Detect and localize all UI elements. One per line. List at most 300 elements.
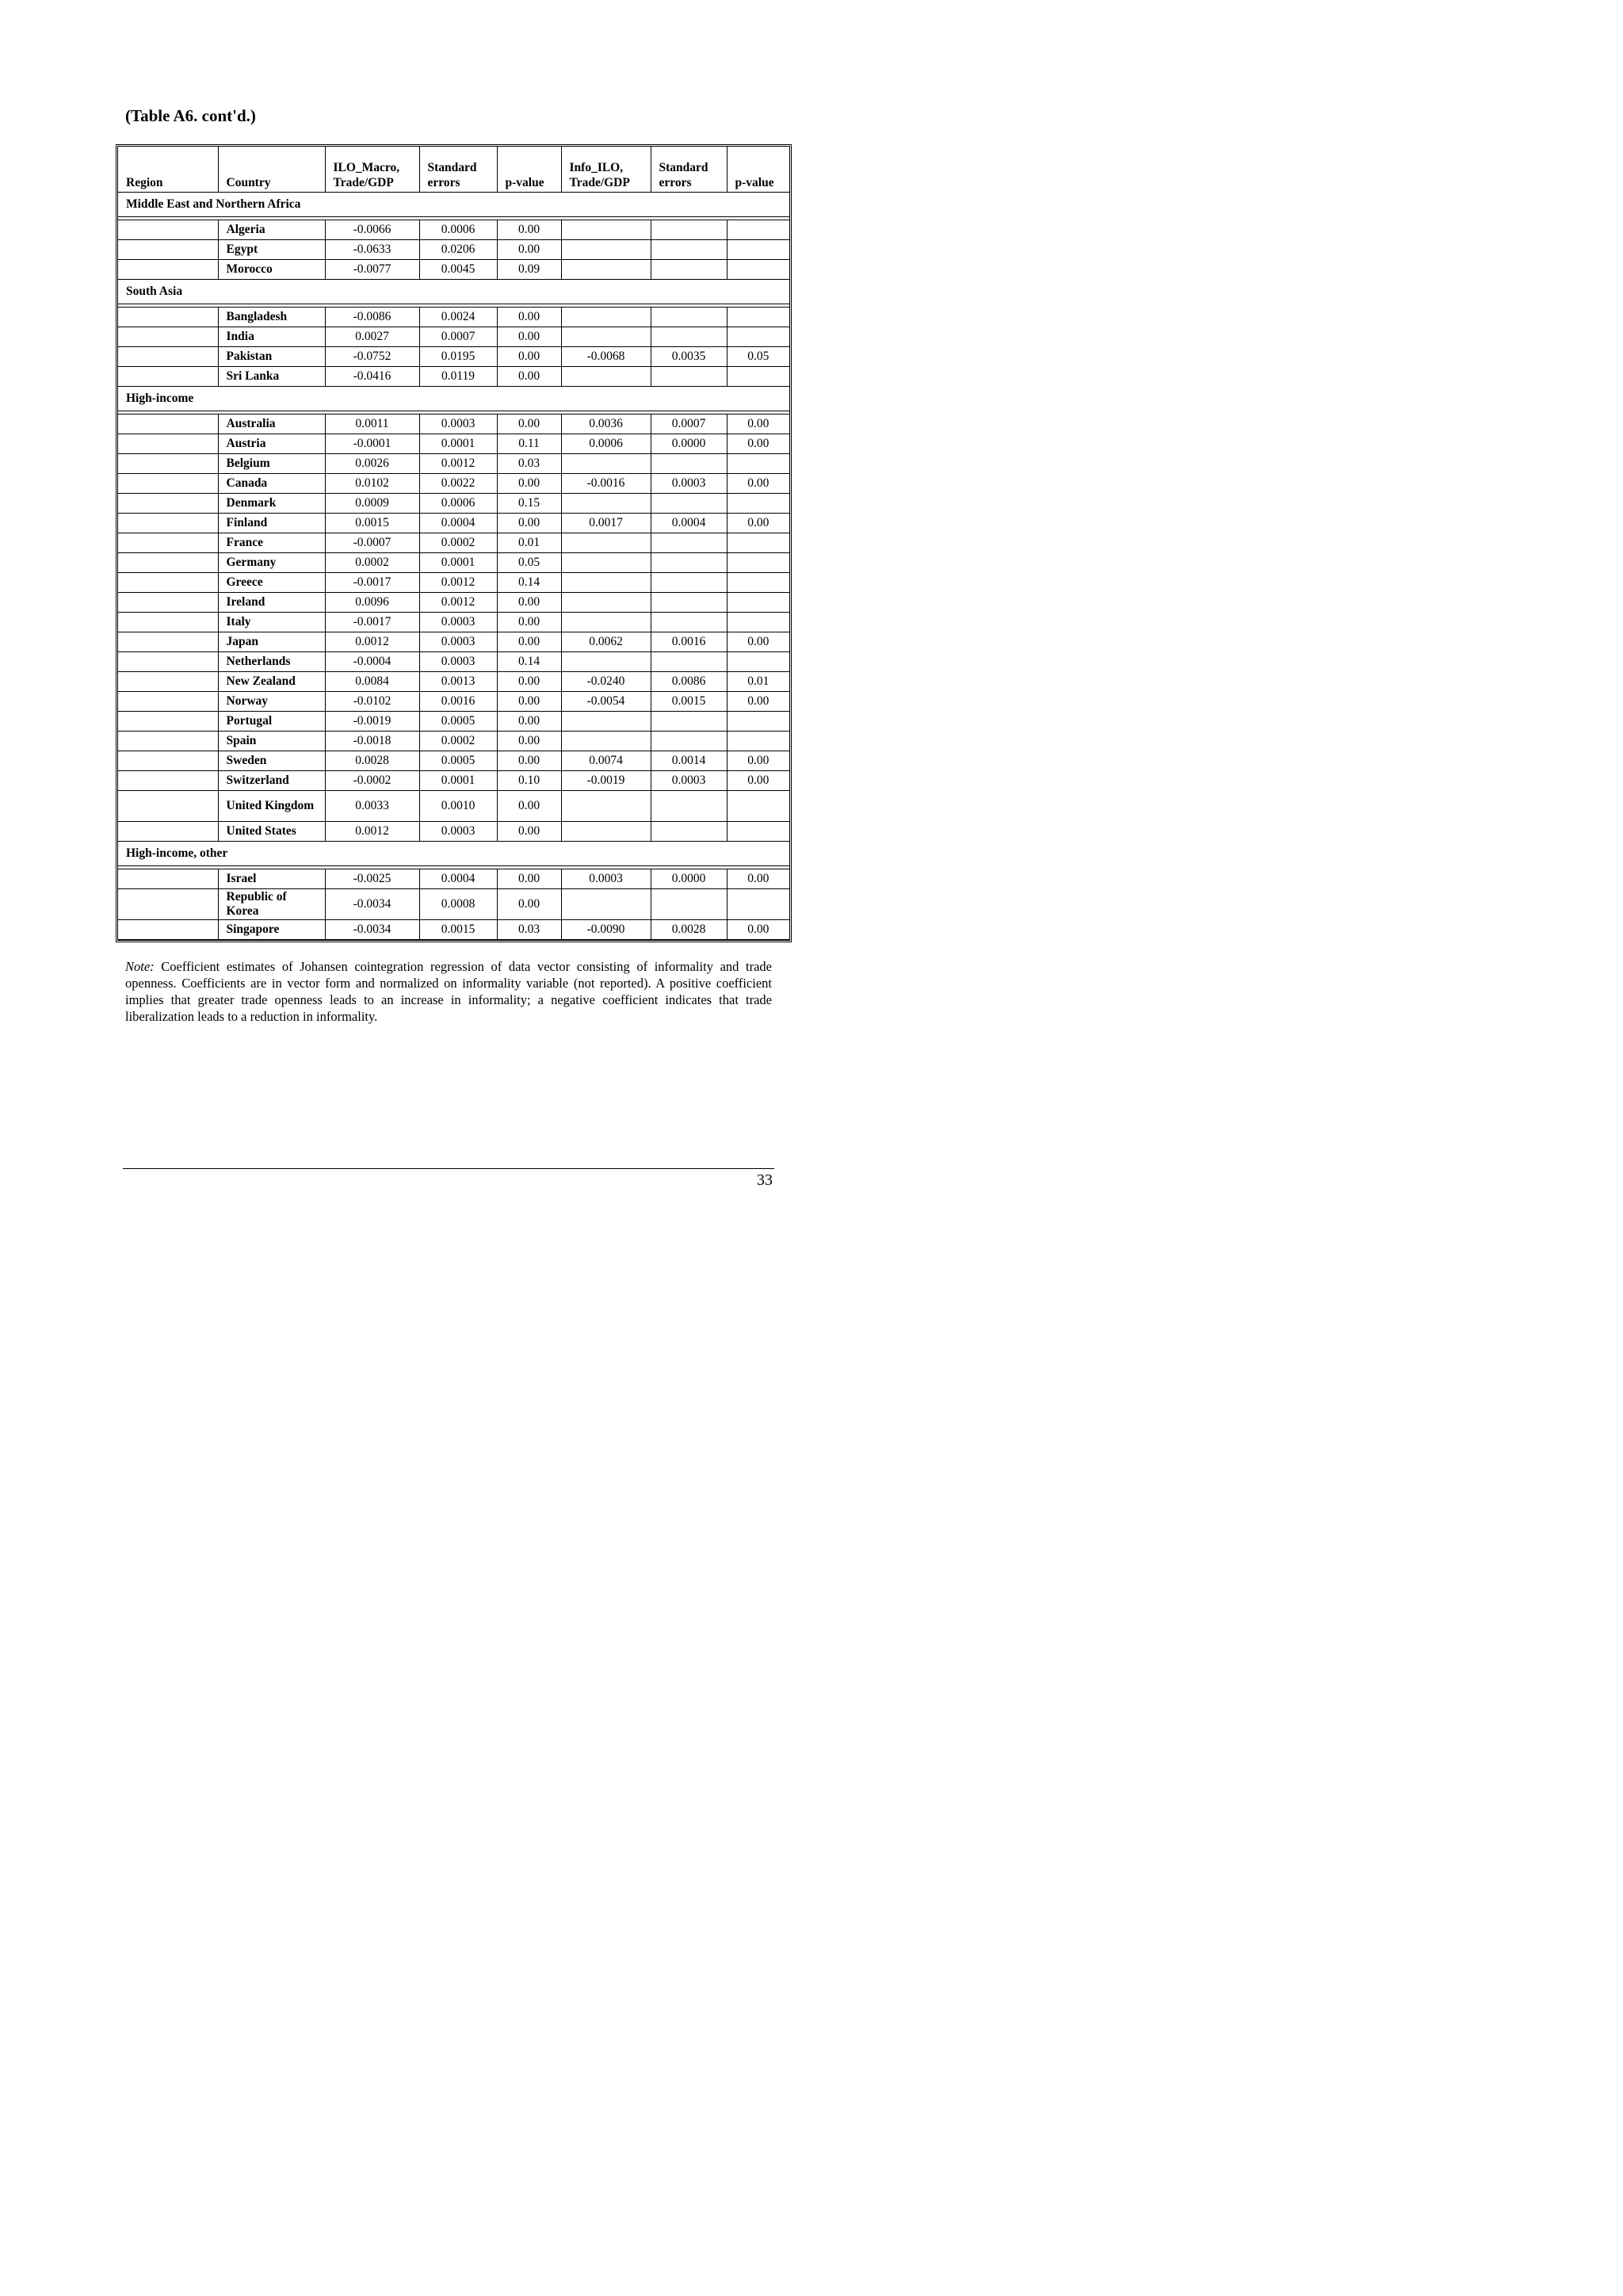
p-value-1: 0.00 [497, 889, 561, 920]
info-ilo-value [561, 712, 651, 732]
ilo-macro-value: -0.0086 [325, 308, 419, 327]
country-name: Sweden [218, 751, 325, 771]
standard-error-1: 0.0001 [419, 553, 497, 573]
region-label: Middle East and Northern Africa [118, 193, 789, 217]
ilo-macro-value: 0.0102 [325, 474, 419, 494]
info-ilo-value: -0.0090 [561, 920, 651, 940]
ilo-macro-value: -0.0066 [325, 220, 419, 240]
ilo-macro-value: -0.0018 [325, 732, 419, 751]
p-value-1: 0.05 [497, 553, 561, 573]
p-value-2 [727, 573, 789, 593]
header-p-value-2: p-value [727, 147, 789, 193]
country-name: Israel [218, 869, 325, 889]
header-se1-line2: errors [427, 176, 460, 189]
standard-error-2: 0.0035 [651, 347, 727, 367]
ilo-macro-value: 0.0012 [325, 822, 419, 842]
p-value-2 [727, 308, 789, 327]
standard-error-2: 0.0014 [651, 751, 727, 771]
region-label: High-income, other [118, 842, 789, 866]
ilo-macro-value: 0.0026 [325, 454, 419, 474]
p-value-2 [727, 822, 789, 842]
info-ilo-value: -0.0068 [561, 347, 651, 367]
info-ilo-value [561, 573, 651, 593]
header-p-value-1: p-value [497, 147, 561, 193]
region-blank-cell [118, 613, 218, 632]
p-value-1: 0.10 [497, 771, 561, 791]
p-value-2 [727, 791, 789, 822]
p-value-2 [727, 652, 789, 672]
country-name: United Kingdom [218, 791, 325, 822]
standard-error-2 [651, 240, 727, 260]
country-name: United States [218, 822, 325, 842]
standard-error-2: 0.0003 [651, 474, 727, 494]
p-value-2: 0.00 [727, 771, 789, 791]
p-value-1: 0.00 [497, 347, 561, 367]
p-value-2: 0.00 [727, 434, 789, 454]
ilo-macro-value: -0.0025 [325, 869, 419, 889]
p-value-2: 0.00 [727, 474, 789, 494]
note-lead: Note: [125, 959, 155, 974]
table-row [118, 260, 789, 280]
standard-error-1: 0.0005 [419, 751, 497, 771]
info-ilo-value: -0.0019 [561, 771, 651, 791]
p-value-2 [727, 327, 789, 347]
region-blank-cell [118, 751, 218, 771]
info-ilo-value: -0.0016 [561, 474, 651, 494]
table-row [118, 869, 789, 889]
country-name: Canada [218, 474, 325, 494]
ilo-macro-value: -0.0034 [325, 889, 419, 920]
table-row [118, 415, 789, 434]
region-blank-cell [118, 692, 218, 712]
country-name: Portugal [218, 712, 325, 732]
ilo-macro-value: 0.0002 [325, 553, 419, 573]
p-value-1: 0.00 [497, 308, 561, 327]
region-blank-cell [118, 367, 218, 387]
info-ilo-value: -0.0054 [561, 692, 651, 712]
country-name: Singapore [218, 920, 325, 940]
standard-error-2 [651, 367, 727, 387]
country-name: Norway [218, 692, 325, 712]
standard-error-1: 0.0012 [419, 573, 497, 593]
region-blank-cell [118, 494, 218, 514]
table-row [118, 889, 789, 920]
region-blank-cell [118, 434, 218, 454]
coefficients-table [118, 147, 789, 940]
table-row [118, 652, 789, 672]
table-row [118, 613, 789, 632]
region-blank-cell [118, 652, 218, 672]
standard-error-2 [651, 732, 727, 751]
p-value-2 [727, 712, 789, 732]
standard-error-1: 0.0003 [419, 415, 497, 434]
note-text: Coefficient estimates of Johansen cointegration regression of data vector consisting of informality and trade openness. Coefficients are in vector form and normalized on informality variable (not reported). A positive coefficient implies that greater trade openness leads to an increase in informality; a negative coefficient indicates that trade liberalization leads to a reduction in informality. [125, 959, 772, 1024]
info-ilo-value [561, 220, 651, 240]
region-blank-cell [118, 514, 218, 533]
ilo-macro-value: -0.0633 [325, 240, 419, 260]
standard-error-2 [651, 791, 727, 822]
region-row [118, 842, 789, 866]
p-value-2 [727, 454, 789, 474]
ilo-macro-value: -0.0017 [325, 573, 419, 593]
ilo-macro-value: 0.0028 [325, 751, 419, 771]
header-region: Region [118, 147, 218, 193]
standard-error-2: 0.0086 [651, 672, 727, 692]
standard-error-1: 0.0008 [419, 889, 497, 920]
standard-error-2: 0.0007 [651, 415, 727, 434]
info-ilo-value [561, 367, 651, 387]
standard-error-1: 0.0015 [419, 920, 497, 940]
standard-error-1: 0.0001 [419, 771, 497, 791]
table-row [118, 593, 789, 613]
country-name: Greece [218, 573, 325, 593]
standard-error-2: 0.0016 [651, 632, 727, 652]
region-blank-cell [118, 553, 218, 573]
standard-error-2: 0.0028 [651, 920, 727, 940]
header-ilo-macro-line1: ILO_Macro, [333, 161, 400, 174]
ilo-macro-value: -0.0416 [325, 367, 419, 387]
table-row [118, 474, 789, 494]
p-value-1: 0.14 [497, 652, 561, 672]
standard-error-2 [651, 652, 727, 672]
info-ilo-value [561, 260, 651, 280]
p-value-2 [727, 367, 789, 387]
info-ilo-value [561, 822, 651, 842]
header-ilo-macro [325, 147, 419, 193]
region-blank-cell [118, 240, 218, 260]
region-blank-cell [118, 869, 218, 889]
country-name: Australia [218, 415, 325, 434]
p-value-1: 0.15 [497, 494, 561, 514]
header-country: Country [218, 147, 325, 193]
standard-error-2: 0.0000 [651, 869, 727, 889]
ilo-macro-value: -0.0077 [325, 260, 419, 280]
p-value-2 [727, 613, 789, 632]
ilo-macro-value: 0.0011 [325, 415, 419, 434]
table-note [125, 958, 772, 1025]
ilo-macro-value: -0.0002 [325, 771, 419, 791]
standard-error-1: 0.0005 [419, 712, 497, 732]
p-value-1: 0.09 [497, 260, 561, 280]
standard-error-1: 0.0024 [419, 308, 497, 327]
standard-error-1: 0.0001 [419, 434, 497, 454]
region-blank-cell [118, 672, 218, 692]
table-row [118, 434, 789, 454]
p-value-1: 0.00 [497, 712, 561, 732]
standard-error-1: 0.0003 [419, 632, 497, 652]
p-value-1: 0.00 [497, 869, 561, 889]
table-row [118, 751, 789, 771]
standard-error-2 [651, 533, 727, 553]
standard-error-2 [651, 553, 727, 573]
country-name: Germany [218, 553, 325, 573]
table-row [118, 494, 789, 514]
standard-error-1: 0.0016 [419, 692, 497, 712]
header-se1-line1: Standard [427, 161, 477, 174]
info-ilo-value: -0.0240 [561, 672, 651, 692]
ilo-macro-value: 0.0015 [325, 514, 419, 533]
p-value-2 [727, 494, 789, 514]
info-ilo-value [561, 593, 651, 613]
country-name: Spain [218, 732, 325, 751]
country-name: India [218, 327, 325, 347]
ilo-macro-value: 0.0027 [325, 327, 419, 347]
standard-error-1: 0.0006 [419, 494, 497, 514]
table-row [118, 822, 789, 842]
ilo-macro-value: -0.0752 [325, 347, 419, 367]
standard-error-2 [651, 308, 727, 327]
region-blank-cell [118, 327, 218, 347]
ilo-macro-value: 0.0096 [325, 593, 419, 613]
country-name: Republic of Korea [218, 889, 325, 920]
page-number: 33 [757, 1171, 773, 1189]
region-blank-cell [118, 415, 218, 434]
region-blank-cell [118, 822, 218, 842]
table-title: (Table A6. cont'd.) [125, 106, 256, 125]
table-row [118, 553, 789, 573]
table-row [118, 533, 789, 553]
standard-error-1: 0.0013 [419, 672, 497, 692]
ilo-macro-value: -0.0034 [325, 920, 419, 940]
p-value-1: 0.00 [497, 791, 561, 822]
table-row [118, 220, 789, 240]
standard-error-2: 0.0000 [651, 434, 727, 454]
region-blank-cell [118, 573, 218, 593]
country-name: Japan [218, 632, 325, 652]
p-value-2: 0.01 [727, 672, 789, 692]
p-value-2 [727, 593, 789, 613]
p-value-1: 0.00 [497, 240, 561, 260]
standard-error-1: 0.0004 [419, 869, 497, 889]
table-row [118, 732, 789, 751]
standard-error-1: 0.0045 [419, 260, 497, 280]
table-row [118, 672, 789, 692]
header-standard-errors-2 [651, 147, 727, 193]
header-ilo-macro-line2: Trade/GDP [333, 176, 394, 189]
standard-error-1: 0.0012 [419, 454, 497, 474]
p-value-1: 0.00 [497, 751, 561, 771]
standard-error-1: 0.0002 [419, 732, 497, 751]
standard-error-1: 0.0006 [419, 220, 497, 240]
p-value-2 [727, 260, 789, 280]
p-value-2: 0.00 [727, 415, 789, 434]
region-row [118, 280, 789, 304]
standard-error-2: 0.0003 [651, 771, 727, 791]
ilo-macro-value: -0.0007 [325, 533, 419, 553]
ilo-macro-value: -0.0004 [325, 652, 419, 672]
standard-error-2 [651, 327, 727, 347]
ilo-macro-value: 0.0012 [325, 632, 419, 652]
country-name: New Zealand [218, 672, 325, 692]
p-value-2: 0.00 [727, 692, 789, 712]
standard-error-2 [651, 889, 727, 920]
standard-error-2 [651, 260, 727, 280]
region-blank-cell [118, 454, 218, 474]
table-row [118, 308, 789, 327]
header-info-ilo-line2: Trade/GDP [569, 176, 630, 189]
standard-error-1: 0.0004 [419, 514, 497, 533]
header-info-ilo [561, 147, 651, 193]
table-body [118, 193, 789, 940]
region-blank-cell [118, 474, 218, 494]
country-name: Austria [218, 434, 325, 454]
standard-error-2 [651, 712, 727, 732]
standard-error-1: 0.0195 [419, 347, 497, 367]
p-value-1: 0.00 [497, 415, 561, 434]
p-value-1: 0.00 [497, 672, 561, 692]
table-row [118, 454, 789, 474]
p-value-1: 0.00 [497, 220, 561, 240]
p-value-1: 0.11 [497, 434, 561, 454]
standard-error-2 [651, 822, 727, 842]
region-row [118, 193, 789, 217]
standard-error-1: 0.0206 [419, 240, 497, 260]
country-name: Switzerland [218, 771, 325, 791]
standard-error-1: 0.0003 [419, 652, 497, 672]
table-row [118, 573, 789, 593]
standard-error-2 [651, 613, 727, 632]
ilo-macro-value: -0.0001 [325, 434, 419, 454]
region-blank-cell [118, 308, 218, 327]
table-row [118, 327, 789, 347]
table-row [118, 771, 789, 791]
country-name: Sri Lanka [218, 367, 325, 387]
p-value-2: 0.00 [727, 869, 789, 889]
ilo-macro-value: 0.0084 [325, 672, 419, 692]
table-row [118, 347, 789, 367]
header-standard-errors-1 [419, 147, 497, 193]
country-name: Pakistan [218, 347, 325, 367]
standard-error-2: 0.0015 [651, 692, 727, 712]
standard-error-2 [651, 593, 727, 613]
p-value-2 [727, 889, 789, 920]
standard-error-1: 0.0003 [419, 613, 497, 632]
p-value-1: 0.00 [497, 474, 561, 494]
region-blank-cell [118, 260, 218, 280]
standard-error-1: 0.0002 [419, 533, 497, 553]
region-blank-cell [118, 593, 218, 613]
region-blank-cell [118, 220, 218, 240]
p-value-1: 0.03 [497, 920, 561, 940]
ilo-macro-value: 0.0033 [325, 791, 419, 822]
p-value-1: 0.00 [497, 732, 561, 751]
header-se2-line2: errors [659, 176, 692, 189]
header-se2-line1: Standard [659, 161, 708, 174]
info-ilo-value [561, 889, 651, 920]
p-value-2 [727, 553, 789, 573]
table-row [118, 791, 789, 822]
table-row [118, 712, 789, 732]
standard-error-1: 0.0012 [419, 593, 497, 613]
standard-error-2 [651, 454, 727, 474]
info-ilo-value [561, 308, 651, 327]
country-name: Belgium [218, 454, 325, 474]
region-blank-cell [118, 889, 218, 920]
standard-error-1: 0.0003 [419, 822, 497, 842]
info-ilo-value: 0.0074 [561, 751, 651, 771]
coefficients-table-frame [116, 144, 792, 942]
region-blank-cell [118, 791, 218, 822]
info-ilo-value [561, 494, 651, 514]
info-ilo-value [561, 613, 651, 632]
table-row [118, 367, 789, 387]
country-name: Morocco [218, 260, 325, 280]
info-ilo-value: 0.0006 [561, 434, 651, 454]
region-blank-cell [118, 771, 218, 791]
standard-error-1: 0.0007 [419, 327, 497, 347]
region-blank-cell [118, 632, 218, 652]
table-row [118, 240, 789, 260]
footer-divider [123, 1168, 774, 1169]
p-value-1: 0.00 [497, 822, 561, 842]
p-value-2 [727, 240, 789, 260]
p-value-1: 0.00 [497, 632, 561, 652]
standard-error-1: 0.0022 [419, 474, 497, 494]
ilo-macro-value: -0.0102 [325, 692, 419, 712]
p-value-1: 0.00 [497, 593, 561, 613]
ilo-macro-value: -0.0017 [325, 613, 419, 632]
p-value-1: 0.14 [497, 573, 561, 593]
header-info-ilo-line1: Info_ILO, [569, 161, 624, 174]
p-value-2: 0.05 [727, 347, 789, 367]
table-row [118, 920, 789, 940]
region-label: South Asia [118, 280, 789, 304]
country-name: Egypt [218, 240, 325, 260]
country-name: France [218, 533, 325, 553]
p-value-1: 0.00 [497, 327, 561, 347]
p-value-2: 0.00 [727, 751, 789, 771]
region-blank-cell [118, 920, 218, 940]
p-value-1: 0.03 [497, 454, 561, 474]
table-row [118, 692, 789, 712]
standard-error-2 [651, 573, 727, 593]
standard-error-2 [651, 494, 727, 514]
region-label: High-income [118, 387, 789, 411]
ilo-macro-value: -0.0019 [325, 712, 419, 732]
country-name: Netherlands [218, 652, 325, 672]
info-ilo-value [561, 327, 651, 347]
p-value-1: 0.00 [497, 613, 561, 632]
info-ilo-value: 0.0036 [561, 415, 651, 434]
p-value-2: 0.00 [727, 632, 789, 652]
info-ilo-value [561, 553, 651, 573]
standard-error-2: 0.0004 [651, 514, 727, 533]
country-name: Algeria [218, 220, 325, 240]
info-ilo-value [561, 791, 651, 822]
ilo-macro-value: 0.0009 [325, 494, 419, 514]
info-ilo-value: 0.0062 [561, 632, 651, 652]
region-row [118, 387, 789, 411]
info-ilo-value: 0.0003 [561, 869, 651, 889]
standard-error-1: 0.0010 [419, 791, 497, 822]
country-name: Italy [218, 613, 325, 632]
info-ilo-value: 0.0017 [561, 514, 651, 533]
country-name: Ireland [218, 593, 325, 613]
region-blank-cell [118, 712, 218, 732]
standard-error-1: 0.0119 [419, 367, 497, 387]
info-ilo-value [561, 454, 651, 474]
region-blank-cell [118, 347, 218, 367]
country-name: Denmark [218, 494, 325, 514]
p-value-2: 0.00 [727, 514, 789, 533]
table-row [118, 632, 789, 652]
p-value-2 [727, 732, 789, 751]
p-value-1: 0.00 [497, 692, 561, 712]
p-value-1: 0.00 [497, 367, 561, 387]
p-value-1: 0.01 [497, 533, 561, 553]
region-blank-cell [118, 533, 218, 553]
country-name: Finland [218, 514, 325, 533]
